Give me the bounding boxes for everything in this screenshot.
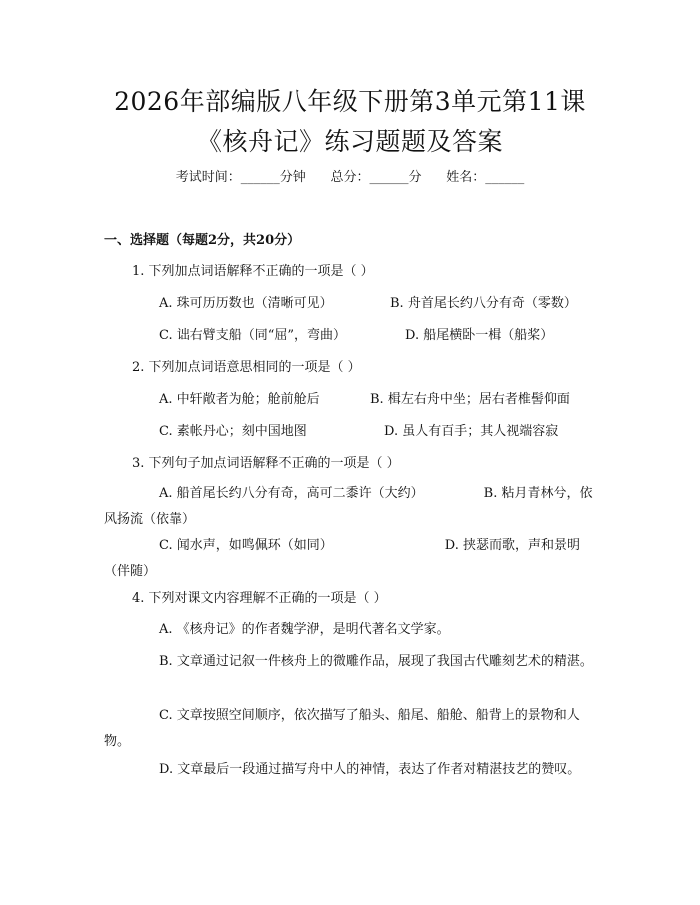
section-heading: 一、选择题（每题2分，共20分） [104, 233, 301, 248]
question-1-option-d: D. 船尾横卧一楫（船桨） [405, 328, 554, 343]
question-4-option-b: B. 文章通过记叙一件核舟上的微雕作品，展现了我国古代雕刻艺术的精湛。 [159, 654, 593, 669]
question-2-option-d: D. 虽人有百手；其人视端容寂 [384, 424, 559, 439]
question-3-option-c: C. 闻水声，如鸣佩环（如同） [159, 538, 333, 553]
question-1-option-a: A. 珠可历历数也（清晰可见） [159, 296, 333, 311]
question-3-stem: 3. 下列句子加点词语解释不正确的一项是（ ） [132, 456, 400, 471]
question-3-option-a: A. 船首尾长约八分有奇，高可二黍许（大约） [159, 486, 424, 501]
question-3-option-d: D. 挟瑟而歌，声和景明（伴随） [104, 538, 580, 579]
exam-info: 考试时间：______分钟 总分：______分 姓名：______ [175, 170, 525, 185]
document-title-line2: 《核舟记》练习题题及答案 [196, 127, 503, 156]
question-2-option-b: B. 楫左右舟中坐；居右者椎髻仰面 [370, 392, 570, 407]
question-1-option-c: C. 诎右臂支船（同“屈”，弯曲） [159, 328, 347, 343]
question-4-stem: 4. 下列对课文内容理解不正确的一项是（ ） [132, 591, 387, 606]
question-4-option-c: C. 文章按照空间顺序，依次描写了船头、船尾、船舱、船背上的景物和人物。 [104, 708, 580, 749]
question-2-option-a: A. 中轩敞者为舱；舱前舱后 [159, 392, 320, 407]
document-title-line1: 2026年部编版八年级下册第3单元第11课 [114, 87, 586, 116]
question-4-option-d: D. 文章最后一段通过描写舟中人的神情，表达了作者对精湛技艺的赞叹。 [159, 762, 581, 777]
question-3-options-cd [104, 533, 599, 585]
question-2-option-c: C. 素帐丹心；刻中国地图 [159, 424, 307, 439]
question-3-option-b: B. 粘月青林兮，依风扬流（依靠） [104, 486, 593, 527]
question-2-stem: 2. 下列加点词语意思相同的一项是（ ） [132, 360, 361, 375]
question-1-stem: 1. 下列加点词语解释不正确的一项是（ ） [132, 264, 374, 279]
question-3-options-ab [104, 481, 599, 533]
question-1-option-b: B. 舟首尾长约八分有奇（零数） [390, 296, 577, 311]
question-4-option-a: A. 《核舟记》的作者魏学洢，是明代著名文学家。 [159, 622, 450, 637]
